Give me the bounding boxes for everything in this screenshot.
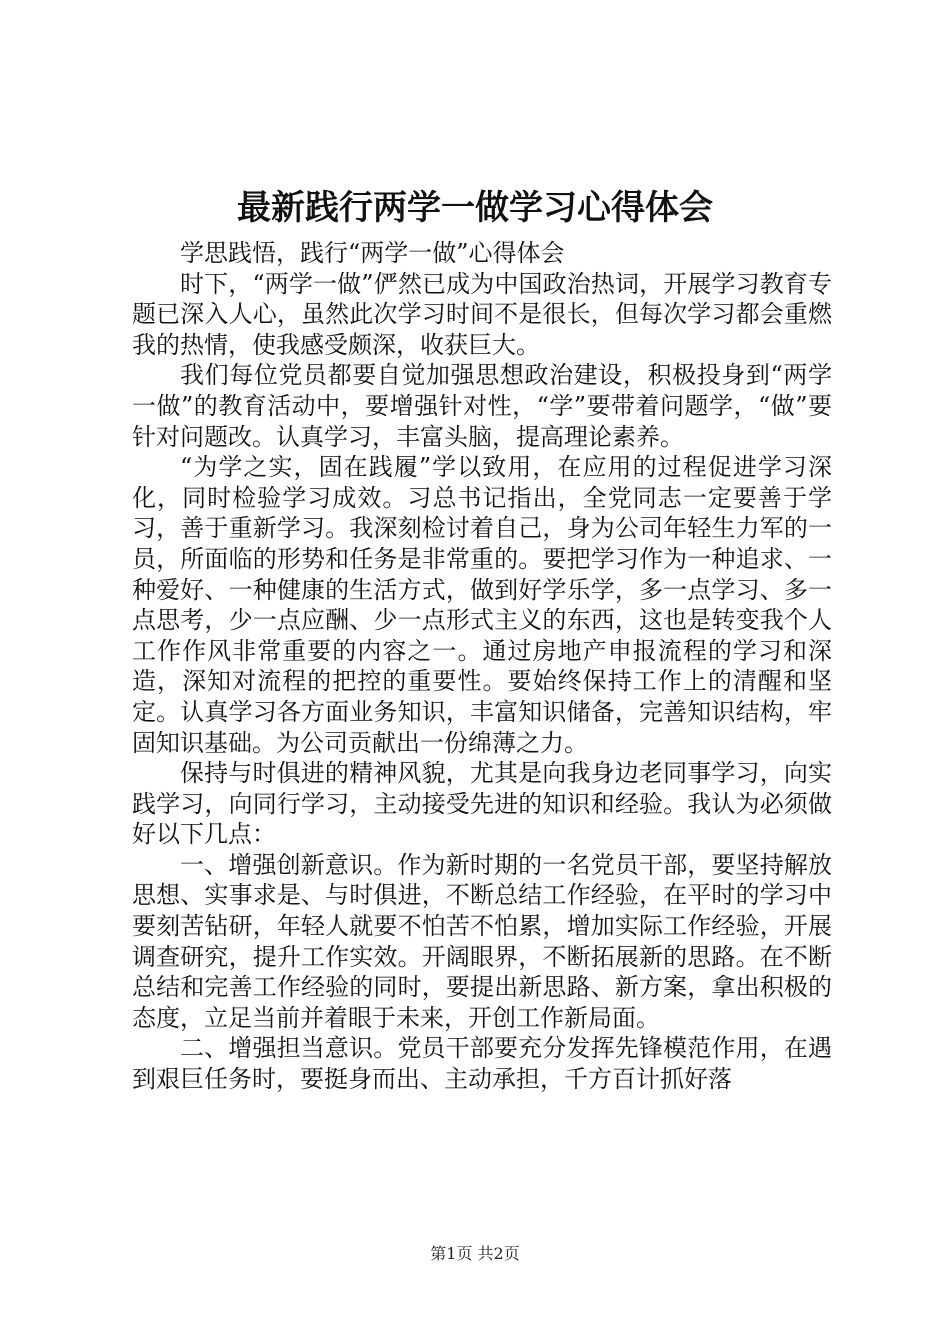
document-title: 最新践行两学一做学习心得体会 [237, 188, 713, 228]
page-number-footer: 第1页 共2页 [430, 1244, 520, 1263]
paragraph: 一、增强创新意识。作为新时期的一名党员干部，要坚持解放思想、实事求是、与时俱进，不断总结工作经验，在平时的学习中要刻苦钻研，年轻人就要不怕苦不怕累，增加实际工作经验，开展调查研究，提升工作实效。开阔眼界，不断拓展新的思路。在不断总结和完善工作经验的同时，要提出新思路、新方案，拿出积极的态度，立足当前并着眼于未来，开创工作新局面。 [132, 850, 832, 1032]
paragraph: 二、增强担当意识。党员干部要充分发挥先锋模范作用，在遇到艰巨任务时，要挺身而出、主动承担，千方百计抓好落 [132, 1034, 832, 1094]
document-body [132, 238, 832, 1095]
document-subtitle: 学思践悟，践行“两学一做”心得体会 [180, 239, 565, 267]
paragraph: 时下，“两学一做”俨然已成为中国政治热词，开展学习教育专题已深入人心，虽然此次学习时间不是很长，但每次学习都会重燃我的热情，使我感受颇深，收获巨大。 [132, 269, 832, 359]
paragraph: 我们每位党员都要自觉加强思想政治建设，积极投身到“两学一做”的教育活动中，要增强针对性，“学”要带着问题学，“做”要针对问题改。认真学习，丰富头脑，提高理论素养。 [132, 361, 832, 451]
paragraph: “为学之实，固在践履”学以致用，在应用的过程促进学习深化，同时检验学习成效。习总书记指出，全党同志一定要善于学习，善于重新学习。我深刻检讨着自己，身为公司年轻生力军的一员，所面临的形势和任务是非常重的。要把学习作为一种追求、一种爱好、一种健康的生活方式，做到好学乐学，多一点学习、多一点思考，少一点应酬、少一点形式主义的东西，这也是转变我个人工作作风非常重要的内容之一。通过房地产申报流程的学习和深造，深知对流程的把控的重要性。要始终保持工作上的清醒和坚定。认真学习各方面业务知识，丰富知识储备，完善知识结构，牢固知识基础。为公司贡献出一份绵薄之力。 [132, 453, 832, 757]
paragraph: 保持与时俱进的精神风貌，尤其是向我身边老同事学习，向实践学习，向同行学习，主动接受先进的知识和经验。我认为必须做好以下几点： [132, 759, 832, 849]
